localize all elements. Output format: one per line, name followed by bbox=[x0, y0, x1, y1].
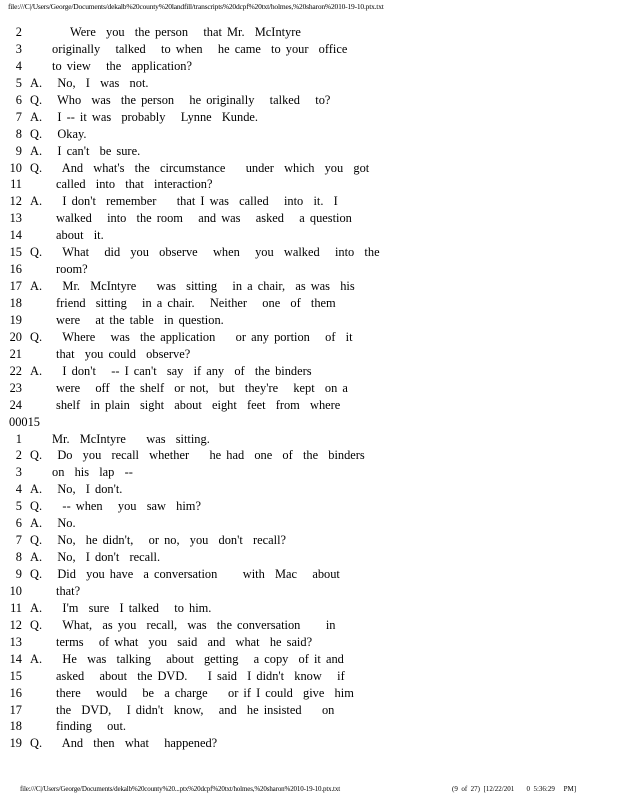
line-number: 10 bbox=[9, 583, 22, 598]
line-number: 9 bbox=[15, 143, 22, 158]
line-text: that you could observe? bbox=[56, 346, 191, 361]
transcript-line bbox=[0, 295, 618, 312]
line-number: 4 bbox=[15, 58, 22, 73]
line-number: 14 bbox=[9, 651, 22, 666]
transcript-line bbox=[0, 702, 618, 719]
transcript-line bbox=[0, 532, 618, 549]
transcript-line bbox=[0, 227, 618, 244]
line-text: the DVD, I didn't know, and he insisted on bbox=[56, 702, 335, 717]
line-number: 20 bbox=[9, 329, 22, 344]
line-text: Mr. McIntyre was sitting. bbox=[52, 431, 210, 446]
line-text: A. No, I don't. bbox=[30, 482, 123, 497]
transcript-line bbox=[0, 244, 618, 261]
line-text: Q. Did you have a conversation with Mac about bbox=[30, 567, 340, 581]
line-number: 9 bbox=[15, 567, 22, 581]
transcript-line bbox=[0, 346, 618, 363]
transcript-line bbox=[0, 109, 618, 126]
transcript-line bbox=[0, 515, 618, 532]
line-number: 16 bbox=[9, 262, 22, 277]
line-text: room? bbox=[56, 262, 88, 277]
page-info-footer: (9 of 27) [12/22/201 0 5:36:29 PM] bbox=[452, 785, 577, 793]
transcript-line bbox=[0, 210, 618, 227]
line-text: Were you the person that Mr. McIntyre bbox=[70, 25, 301, 39]
transcript-line bbox=[0, 329, 618, 346]
line-number: 11 bbox=[10, 177, 22, 192]
line-number: 2 bbox=[15, 448, 22, 463]
line-number: 24 bbox=[9, 397, 22, 412]
line-text: on his lap -- bbox=[52, 465, 133, 480]
line-number: 17 bbox=[9, 702, 22, 717]
line-number: 3 bbox=[15, 465, 22, 480]
line-text: Q. Where was the application or any portion of it bbox=[30, 329, 353, 344]
line-text: called into that interaction? bbox=[56, 177, 213, 192]
line-number: 10 bbox=[9, 160, 22, 175]
transcript-line bbox=[0, 735, 618, 752]
line-text: Q. -- when you saw him? bbox=[30, 499, 201, 514]
line-number: 8 bbox=[15, 550, 22, 565]
line-text: A. No. bbox=[30, 516, 76, 531]
transcript-line bbox=[0, 431, 618, 448]
line-number: 15 bbox=[9, 245, 22, 260]
line-text: A. No, I don't recall. bbox=[30, 550, 161, 565]
transcript-line bbox=[0, 312, 618, 329]
line-number: 13 bbox=[9, 211, 22, 226]
line-text: terms of what you said and what he said? bbox=[56, 634, 313, 649]
line-number: 3 bbox=[15, 41, 22, 56]
transcript-line bbox=[0, 24, 618, 41]
line-number: 12 bbox=[9, 194, 22, 209]
line-text: A. I -- it was probably Lynne Kunde. bbox=[30, 109, 258, 124]
page-number-marker bbox=[0, 414, 618, 431]
transcript-line bbox=[0, 92, 618, 109]
transcript-body bbox=[0, 24, 618, 752]
line-number: 4 bbox=[15, 482, 22, 497]
line-number: 5 bbox=[15, 499, 22, 514]
line-number: 7 bbox=[15, 109, 22, 124]
transcript-line bbox=[0, 193, 618, 210]
line-number: 15 bbox=[9, 668, 22, 683]
transcript-line bbox=[0, 617, 618, 634]
transcript-line bbox=[0, 634, 618, 651]
line-number: 12 bbox=[9, 617, 22, 632]
transcript-line bbox=[0, 600, 618, 617]
transcript-line bbox=[0, 363, 618, 380]
line-number: 8 bbox=[15, 126, 22, 141]
line-number: 23 bbox=[9, 380, 22, 395]
line-number: 19 bbox=[9, 736, 22, 751]
transcript-line bbox=[0, 41, 618, 58]
transcript-line bbox=[0, 498, 618, 515]
transcript-line bbox=[0, 143, 618, 160]
line-text: Q. What, as you recall, was the conversation in bbox=[30, 617, 336, 632]
line-number: 6 bbox=[15, 92, 22, 107]
line-text: friend sitting in a chair. Neither one of them bbox=[56, 296, 336, 310]
line-number: 7 bbox=[15, 533, 22, 548]
line-text: Q. And then what happened? bbox=[30, 736, 218, 751]
line-text: Q. What did you observe when you walked into the bbox=[30, 245, 380, 260]
line-text: about it. bbox=[56, 228, 104, 243]
transcript-line bbox=[0, 397, 618, 414]
line-text: Q. Who was the person he originally talked to? bbox=[30, 92, 331, 107]
line-number: 00015 bbox=[9, 414, 40, 429]
line-text: Q. And what's the circumstance under which you got bbox=[30, 160, 370, 175]
line-number: 17 bbox=[9, 279, 22, 294]
transcript-line bbox=[0, 464, 618, 481]
line-text: that? bbox=[56, 583, 81, 598]
transcript-line bbox=[0, 176, 618, 193]
line-number: 14 bbox=[9, 228, 22, 243]
line-text: Q. Do you recall whether he had one of the binders bbox=[30, 448, 365, 463]
transcript-line bbox=[0, 278, 618, 295]
file-path-footer: file:///C|/Users/George/Documents/dekalb%20county%20...ptx%20dcpf%20txt/holmes,%20sharon%2010-19-10.ptx.txt bbox=[20, 785, 340, 793]
transcript-line bbox=[0, 685, 618, 702]
line-number: 1 bbox=[15, 431, 22, 446]
line-text: there would be a charge or if I could give him bbox=[56, 685, 354, 700]
line-text: were off the shelf or not, but they're kept on a bbox=[56, 380, 348, 395]
line-number: 21 bbox=[9, 346, 22, 361]
line-text: asked about the DVD. I said I didn't know if bbox=[56, 668, 345, 683]
transcript-line bbox=[0, 261, 618, 278]
line-number: 18 bbox=[9, 296, 22, 310]
file-path-header: file:///C|/Users/George/Documents/dekalb%20county%20landfill/transcripts%20dcpf%20txt/holmes,%20sharon%2010-19-10.ptx.txt bbox=[8, 2, 384, 11]
line-number: 18 bbox=[9, 719, 22, 734]
transcript-line bbox=[0, 75, 618, 92]
transcript-line bbox=[0, 583, 618, 600]
line-text: Q. No, he didn't, or no, you don't recall? bbox=[30, 533, 287, 548]
line-text: were at the table in question. bbox=[56, 312, 224, 327]
line-text: A. I'm sure I talked to him. bbox=[30, 600, 212, 615]
line-text: A. No, I was not. bbox=[30, 75, 149, 90]
transcript-line bbox=[0, 651, 618, 668]
transcript-line bbox=[0, 668, 618, 685]
line-text: shelf in plain sight about eight feet from where bbox=[56, 397, 341, 412]
line-number: 6 bbox=[15, 516, 22, 531]
transcript-line bbox=[0, 566, 618, 583]
transcript-line bbox=[0, 380, 618, 397]
transcript-line bbox=[0, 126, 618, 143]
transcript-line bbox=[0, 447, 618, 464]
transcript-line bbox=[0, 718, 618, 735]
line-text: originally talked to when he came to your office bbox=[52, 41, 348, 56]
line-text: A. I don't remember that I was called into it. I bbox=[30, 194, 338, 209]
transcript-line bbox=[0, 160, 618, 177]
line-text: A. I don't -- I can't say if any of the binders bbox=[30, 363, 312, 378]
line-number: 5 bbox=[15, 75, 22, 90]
line-text: A. I can't be sure. bbox=[30, 143, 141, 158]
line-text: finding out. bbox=[56, 719, 127, 734]
line-number: 13 bbox=[9, 634, 22, 649]
line-text: walked into the room and was asked a question bbox=[56, 211, 352, 226]
line-number: 11 bbox=[10, 600, 22, 615]
line-text: A. He was talking about getting a copy of it and bbox=[30, 651, 344, 666]
line-text: to view the application? bbox=[52, 58, 192, 73]
transcript-line bbox=[0, 58, 618, 75]
line-number: 2 bbox=[15, 25, 22, 39]
line-number: 19 bbox=[9, 312, 22, 327]
line-number: 16 bbox=[9, 685, 22, 700]
transcript-line bbox=[0, 549, 618, 566]
transcript-line bbox=[0, 481, 618, 498]
line-text: A. Mr. McIntyre was sitting in a chair, as was his bbox=[30, 279, 355, 294]
line-number: 22 bbox=[9, 363, 22, 378]
line-text: Q. Okay. bbox=[30, 126, 87, 141]
